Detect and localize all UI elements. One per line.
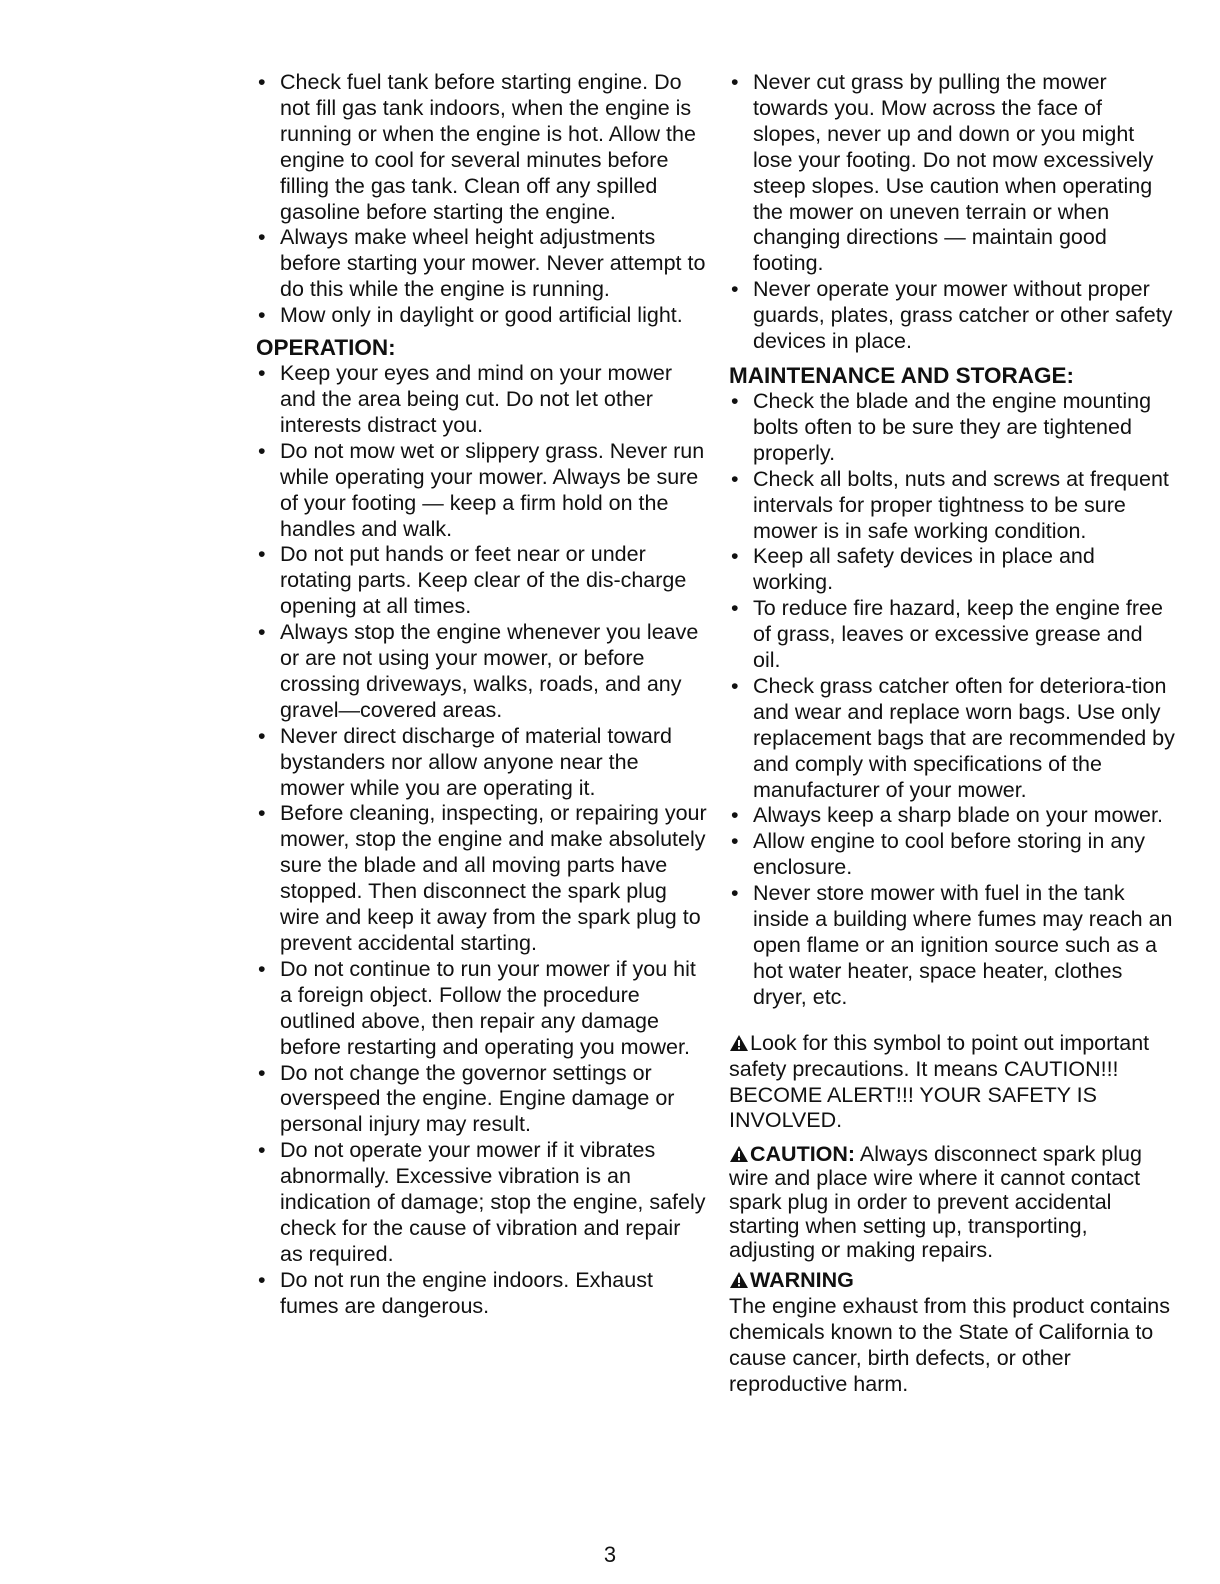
caution-label: CAUTION: — [750, 1142, 856, 1167]
list-item: • Check grass catcher often for deteriora-tion and wear and replace worn bags. Use only replacement bags that are recommended by and comply with specifications of the manufacturer of your mower. — [729, 674, 1175, 804]
list-item: • Keep your eyes and mind on your mower and the area being cut. Do not let other interests distract you. — [256, 361, 708, 439]
list-item: • Mow only in daylight or good artificial light. — [256, 303, 708, 329]
list-item: • Check the blade and the engine mounting bolts often to be sure they are tightened properly. — [729, 389, 1175, 467]
list-item: • Do not mow wet or slippery grass. Never run while operating your mower. Always be sure of your footing — keep a firm hold on the handles and walk. — [256, 439, 708, 543]
list-item: • Do not operate your mower if it vibrates abnormally. Excessive vibration is an indication of damage; stop the engine, safely check for the cause of vibration and repair as required. — [256, 1138, 708, 1268]
list-item: • Check fuel tank before starting engine. Do not fill gas tank indoors, when the engine is running or when the engine is hot. Allow the engine to cool for several minutes before filling the gas tank. Clean off any spilled gasoline before starting the engine. — [256, 70, 708, 225]
warning-triangle-icon — [729, 1145, 749, 1163]
warning-text: The engine exhaust from this product contains chemicals known to the State of California to cause cancer, birth defects, or other reproductive harm. — [729, 1294, 1171, 1396]
operation-list — [256, 361, 708, 1320]
list-item: • Do not run the engine indoors. Exhaust fumes are dangerous. — [256, 1268, 708, 1320]
list-item: • Never operate your mower without proper guards, plates, grass catcher or other safety devices in place. — [729, 277, 1175, 355]
warning-label: WARNING — [750, 1268, 854, 1293]
list-item: • Always stop the engine whenever you leave or are not using your mower, or before crossing driveways, walks, roads, and any gravel—covered areas. — [256, 620, 708, 724]
warning-title — [729, 1268, 1175, 1294]
caution-block — [729, 1142, 1175, 1262]
list-item: • Do not put hands or feet near or under rotating parts. Keep clear of the dis-charge opening at all times. — [256, 542, 708, 620]
maintenance-heading: MAINTENANCE AND STORAGE: — [729, 362, 1075, 388]
list-item: • To reduce fire hazard, keep the engine free of grass, leaves or excessive grease and oil. — [729, 596, 1175, 674]
warning-triangle-icon — [729, 1034, 749, 1052]
list-item: • Always make wheel height adjustments before starting your mower. Never attempt to do this while the engine is running. — [256, 225, 708, 303]
list-item: • Never direct discharge of material toward bystanders nor allow anyone near the mower while you are operating it. — [256, 724, 708, 802]
maintenance-list — [729, 389, 1175, 1011]
operation-heading: OPERATION: — [256, 335, 396, 361]
list-item: • Do not continue to run your mower if you hit a foreign object. Follow the procedure outlined above, then repair any damage before restarting and operating you mower. — [256, 957, 708, 1061]
caution-text: Always disconnect spark plug wire and place wire where it cannot contact spark plug in order to prevent accidental starting when setting up, transporting, adjusting or making repairs. — [729, 1142, 1142, 1263]
warning-block — [729, 1268, 1175, 1398]
list-item: • Allow engine to cool before storing in any enclosure. — [729, 829, 1175, 881]
page-number: 3 — [603, 1542, 617, 1567]
list-item: • Never store mower with fuel in the tank inside a building where fumes may reach an open flame or an ignition source such as a hot water heater, space heater, clothes dryer, etc. — [729, 881, 1175, 1011]
safety-symbol-note — [729, 1031, 1175, 1135]
safety-symbol-text: Look for this symbol to point out important safety precautions. It means CAUTION!!! BECOME ALERT!!! YOUR SAFETY IS INVOLVED. — [729, 1030, 1150, 1133]
list-item: • Always keep a sharp blade on your mower. — [729, 803, 1175, 829]
warning-triangle-icon — [729, 1271, 749, 1289]
list-item: • Check all bolts, nuts and screws at frequent intervals for proper tightness to be sure mower is in safe working condition. — [729, 467, 1175, 545]
list-item: • Do not change the governor settings or overspeed the engine. Engine damage or personal injury may result. — [256, 1061, 708, 1139]
list-item: • Before cleaning, inspecting, or repairing your mower, stop the engine and make absolutely sure the blade and all moving parts have stopped. Then disconnect the spark plug wire and keep it away from the spark plug to prevent accidental starting. — [256, 801, 708, 956]
list-item: • Keep all safety devices in place and working. — [729, 544, 1175, 596]
left-column — [256, 70, 708, 1320]
intro-safety-list — [256, 70, 708, 329]
list-item: • Never cut grass by pulling the mower towards you. Mow across the face of slopes, never up and down or you might lose your footing. Do not mow excessively steep slopes. Use caution when operating the mower on uneven terrain or when changing directions — maintain good footing. — [729, 70, 1175, 277]
mowing-safety-list — [729, 70, 1175, 355]
right-column — [729, 70, 1175, 1398]
